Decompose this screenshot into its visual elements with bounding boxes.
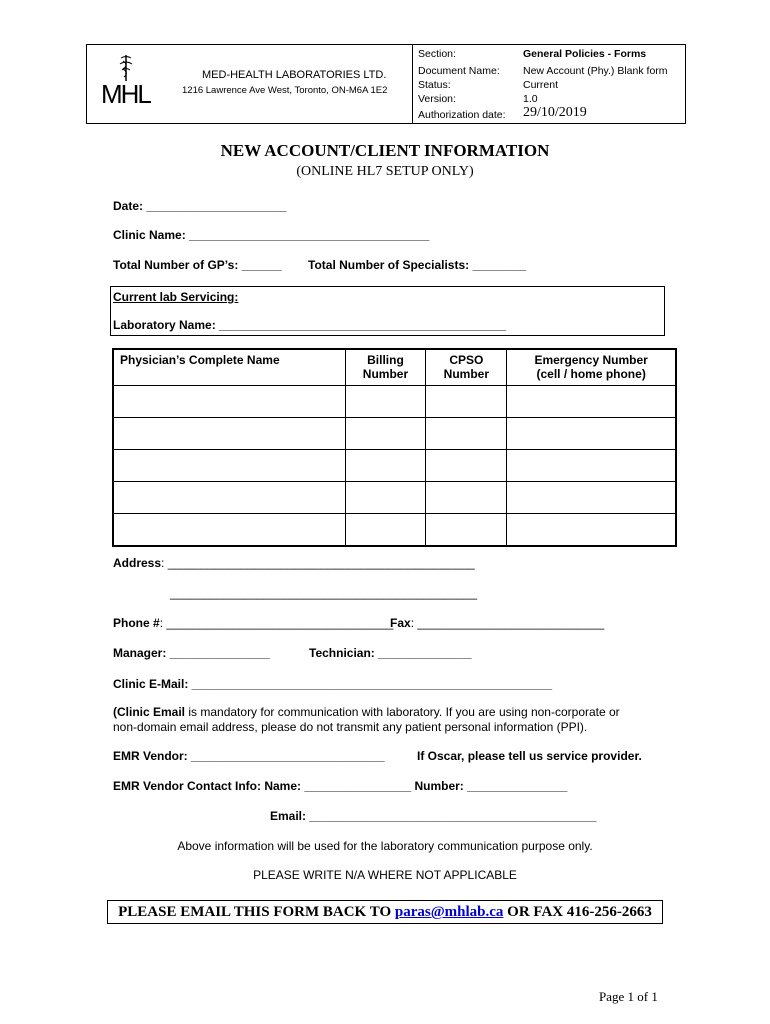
emergency-number-cell[interactable] [507,450,676,482]
emr-contact-field[interactable]: EMR Vendor Contact Info: Name: ________________ Number: _______________ [113,779,568,793]
company-address: 1216 Lawrence Ave West, Toronto, ON-M6A 1E2 [182,85,388,96]
header-billing-number: Billing Number [345,350,426,386]
table-row [114,386,676,418]
emergency-number-cell[interactable] [507,386,676,418]
address-line-2[interactable]: ______________________________________________ [170,586,477,600]
fax-field[interactable]: Fax: ____________________________ [390,616,605,630]
billing-number-cell[interactable] [345,482,426,514]
billing-number-cell[interactable] [345,450,426,482]
address-field[interactable]: Address: ______________________________________________ [113,556,475,570]
emergency-number-cell[interactable] [507,482,676,514]
meta-label-document: Document Name: [418,65,500,77]
caduceus-icon [111,53,141,81]
physician-name-cell[interactable] [114,418,346,450]
form-title: NEW ACCOUNT/CLIENT INFORMATION [220,141,550,160]
table-row [114,418,676,450]
physician-name-cell[interactable] [114,450,346,482]
manager-field[interactable]: Manager: _______________ [113,646,270,660]
meta-label-status: Status: [418,79,451,91]
company-logo [101,53,161,109]
table-row [114,450,676,482]
specialist-count-field[interactable]: Total Number of Specialists: ________ [308,258,526,272]
emr-vendor-field[interactable]: EMR Vendor: _____________________________ [113,749,385,763]
company-name: MED-HEALTH LABORATORIES LTD. [202,69,387,81]
emr-email-field[interactable]: Email: ___________________________________________ [270,809,597,823]
header-divider [412,45,413,123]
email-note-line-2: non-domain email address, please do not transmit any patient personal information (PPI). [113,720,588,734]
physician-name-cell[interactable] [114,386,346,418]
header-emergency-number: Emergency Number (cell / home phone) [507,350,676,386]
gp-count-field[interactable]: Total Number of GP’s: ______ [113,258,282,272]
na-note: PLEASE WRITE N/A WHERE NOT APPLICABLE [253,868,517,882]
oscar-note: If Oscar, please tell us service provider. [417,749,642,763]
cpso-number-cell[interactable] [426,450,507,482]
header-physician-name: Physician’s Complete Name [114,350,346,386]
clinic-email-field[interactable]: Clinic E-Mail: ______________________________________________________ [113,677,553,691]
laboratory-name-field[interactable]: Laboratory Name: ___________________________________________ [113,318,506,332]
email-link[interactable]: paras@mhlab.ca [394,904,504,920]
cpso-number-cell[interactable] [426,418,507,450]
meta-value-version: 1.0 [523,93,538,105]
cpso-number-cell[interactable] [426,482,507,514]
meta-label-authorization: Authorization date: [418,109,506,121]
meta-value-section: General Policies - Forms [523,48,647,60]
table-row [114,514,676,546]
phone-field[interactable]: Phone #: __________________________________ [113,616,394,630]
technician-field[interactable]: Technician: ______________ [309,646,472,660]
page-number: Page 1 of 1 [599,989,658,1004]
physician-table-header [114,350,676,386]
meta-label-section: Section: [418,48,456,60]
email-note: (Clinic Email is mandatory for communication with laboratory. If you are using non-corporate or [113,705,620,719]
clinic-name-field[interactable]: Clinic Name: ____________________________________ [113,228,430,242]
emergency-number-cell[interactable] [507,514,676,546]
meta-value-status: Current [523,79,559,91]
meta-value-authorization: 29/10/2019 [523,105,587,120]
physician-name-cell[interactable] [114,514,346,546]
billing-number-cell[interactable] [345,386,426,418]
logo-text: MHL [101,79,150,109]
return-instructions: PLEASE EMAIL THIS FORM BACK TO paras@mhlab.ca OR FAX 416-256-2663 [107,900,663,924]
form-subtitle: (ONLINE HL7 SETUP ONLY) [296,164,474,179]
date-field[interactable]: Date: _____________________ [113,199,287,213]
emergency-number-cell[interactable] [507,418,676,450]
billing-number-cell[interactable] [345,418,426,450]
current-lab-label: Current lab Servicing: [113,290,239,304]
meta-label-version: Version: [418,93,456,105]
meta-value-document: New Account (Phy.) Blank form [523,65,668,77]
cpso-number-cell[interactable] [426,514,507,546]
usage-note: Above information will be used for the laboratory communication purpose only. [177,839,593,853]
cpso-number-cell[interactable] [426,386,507,418]
billing-number-cell[interactable] [345,514,426,546]
header-cpso-number: CPSO Number [426,350,507,386]
physician-table [113,349,676,546]
physician-name-cell[interactable] [114,482,346,514]
document-header [86,44,686,124]
table-row [114,482,676,514]
